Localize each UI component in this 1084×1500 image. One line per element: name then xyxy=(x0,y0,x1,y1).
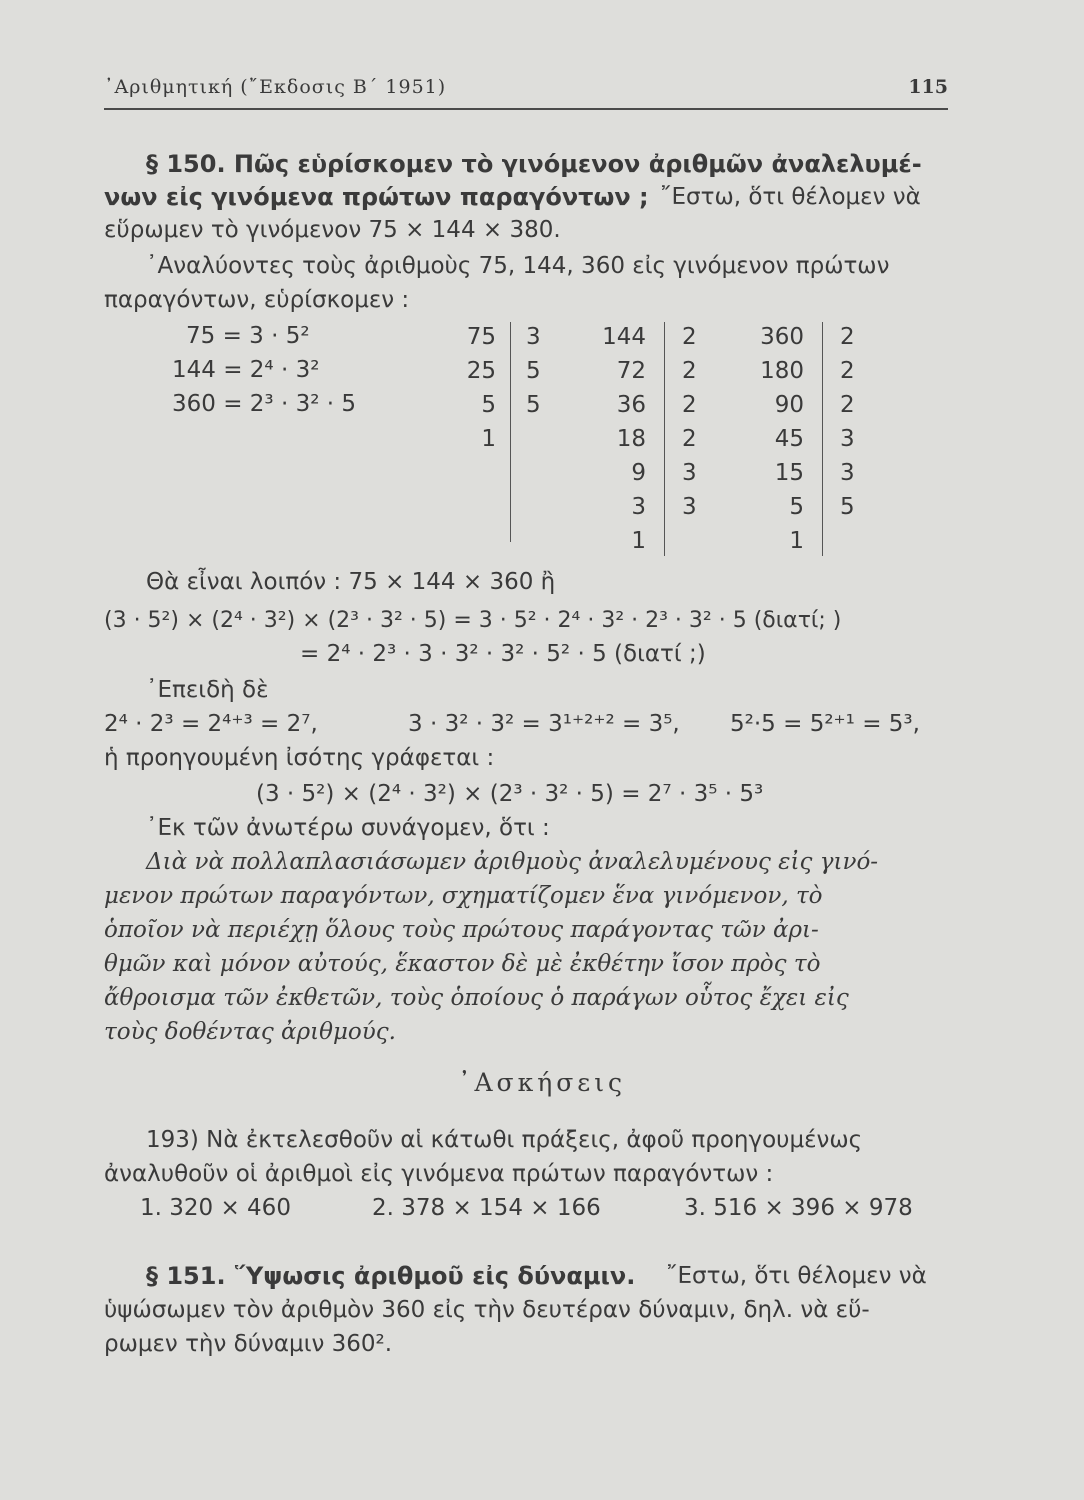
exercise-text: ἀναλυθοῦν οἱ ἀριθμοὶ εἰς γινόμενα πρώτων παραγόντων : xyxy=(104,1161,774,1187)
calc-line: 5²·5 = 5²⁺¹ = 5³, xyxy=(730,711,920,737)
calc-line: Θὰ εἶναι λοιπόν : 75 × 144 × 360 ἢ xyxy=(146,569,556,595)
dividend: 3 xyxy=(631,494,646,520)
dividend: 15 xyxy=(774,460,804,486)
calc-line: (3 · 5²) × (2⁴ · 3²) × (2³ · 3² · 5) = 2⁷ · 3⁵ · 5³ xyxy=(256,781,764,807)
exercise-item: 2. 378 × 154 × 166 xyxy=(372,1195,601,1221)
dividend: 1 xyxy=(789,528,804,554)
section-151-text: ῎Εστω, ὅτι θέλομεν νὰ xyxy=(666,1263,927,1289)
calc-line: 2⁴ · 2³ = 2⁴⁺³ = 2⁷, xyxy=(104,711,318,737)
calc-line: ᾿Επειδὴ δὲ xyxy=(146,677,269,703)
factor: 2 xyxy=(682,358,697,384)
factor: 2 xyxy=(840,358,855,384)
divider-line xyxy=(510,322,511,542)
decomposition-144: 144 = 2⁴ · 3² xyxy=(172,357,320,383)
paragraph-line: εὕρωμεν τὸ γινόμενον 75 × 144 × 380. xyxy=(104,217,561,243)
factor: 3 xyxy=(840,426,855,452)
dividend: 18 xyxy=(616,426,646,452)
dividend: 45 xyxy=(774,426,804,452)
paragraph-line: παραγόντων, εὑρίσκομεν : xyxy=(104,287,410,313)
factor: 5 xyxy=(840,494,855,520)
running-header xyxy=(104,76,948,110)
dividend: 90 xyxy=(774,392,804,418)
calc-line: 3 · 3² · 3² = 3¹⁺²⁺² = 3⁵, xyxy=(408,711,680,737)
factor: 3 xyxy=(682,460,697,486)
exercise-item: 1. 320 × 460 xyxy=(140,1195,291,1221)
dividend: 36 xyxy=(616,392,646,418)
exercise-item: 3. 516 × 396 × 978 xyxy=(684,1195,913,1221)
rule-line: ἄθροισμα τῶν ἐκθετῶν, τοὺς ὁποίους ὁ παράγων οὗτος ἔχει εἰς xyxy=(104,985,849,1011)
factor: 2 xyxy=(840,392,855,418)
dividend: 1 xyxy=(631,528,646,554)
calc-line: ᾿Εκ τῶν ἀνωτέρω συνάγομεν, ὅτι : xyxy=(146,815,550,841)
dividend: 72 xyxy=(616,358,646,384)
calc-line: = 2⁴ · 2³ · 3 · 3² · 3² · 5² · 5 (διατί ;) xyxy=(300,641,706,667)
dividend: 9 xyxy=(631,460,646,486)
section-150-title-cont: νων εἰς γινόμενα πρώτων παραγόντων ; xyxy=(104,183,649,211)
rule-line: Διὰ νὰ πολλαπλασιάσωμεν ἀριθμοὺς ἀναλελυμένους εἰς γινό- xyxy=(146,849,879,875)
section-151-title: § 151. ῞Υψωσις ἀριθμοῦ εἰς δύναμιν. xyxy=(146,1262,636,1290)
factor: 2 xyxy=(682,324,697,350)
section-150-text: ῎Εστω, ὅτι θέλομεν νὰ xyxy=(660,184,921,210)
rule-line: μενον πρώτων παραγόντων, σχηματίζομεν ἕνα γινόμενον, τὸ xyxy=(104,883,823,909)
dividend: 144 xyxy=(602,324,646,350)
factor: 2 xyxy=(682,392,697,418)
calc-line: (3 · 5²) × (2⁴ · 3²) × (2³ · 3² · 5) = 3 · 5² · 2⁴ · 3² · 2³ · 3² · 5 (διατί; ) xyxy=(104,608,842,633)
decomposition-360: 360 = 2³ · 3² · 5 xyxy=(172,391,356,417)
dividend: 25 xyxy=(466,358,496,384)
dividend: 5 xyxy=(481,392,496,418)
calc-line: ἡ προηγουμένη ἰσότης γράφεται : xyxy=(104,745,495,771)
dividend: 1 xyxy=(481,426,496,452)
page-number: 115 xyxy=(908,76,948,98)
decomposition-75: 75 = 3 · 5² xyxy=(186,323,310,349)
rule-line: θμῶν καὶ μόνον αὐτούς, ἕκαστον δὲ μὲ ἐκθέτην ἴσον πρὸς τὸ xyxy=(104,951,821,977)
dividend: 360 xyxy=(760,324,804,350)
section-150-title: § 150. Πῶς εὑρίσκομεν τὸ γινόμενον ἀριθμῶν ἀναλελυμέ- xyxy=(146,150,922,178)
rule-line: ὁποῖον νὰ περιέχῃ ὅλους τοὺς πρώτους παράγοντας τῶν ἀρι- xyxy=(104,917,819,943)
paragraph-line: ᾿Αναλύοντες τοὺς ἀριθμοὺς 75, 144, 360 εἰς γινόμενον πρώτων xyxy=(146,253,890,279)
rule-line: τοὺς δοθέντας ἀριθμούς. xyxy=(104,1019,396,1045)
divider-line xyxy=(664,322,665,556)
divider-line xyxy=(822,322,823,556)
exercises-heading: ᾿Ασκήσεις xyxy=(457,1068,627,1097)
factor: 3 xyxy=(840,460,855,486)
factor: 3 xyxy=(682,494,697,520)
exercise-text: 193) Νὰ ἐκτελεσθοῦν αἱ κάτωθι πράξεις, ἀφοῦ προηγουμένως xyxy=(146,1127,863,1153)
dividend: 180 xyxy=(760,358,804,384)
dividend: 5 xyxy=(789,494,804,520)
factor: 3 xyxy=(526,324,541,350)
factor: 5 xyxy=(526,392,541,418)
factor: 2 xyxy=(840,324,855,350)
paragraph-line: ὑψώσωμεν τὸν ἀριθμὸν 360 εἰς τὴν δευτέραν δύναμιν, δηλ. νὰ εὕ- xyxy=(104,1297,870,1323)
dividend: 75 xyxy=(466,324,496,350)
factor: 2 xyxy=(682,426,697,452)
factor: 5 xyxy=(526,358,541,384)
header-title: ᾿Αριθμητική (῎Εκδοσις Β΄ 1951) xyxy=(104,76,447,98)
paragraph-line: ρωμεν τὴν δύναμιν 360². xyxy=(104,1331,393,1357)
